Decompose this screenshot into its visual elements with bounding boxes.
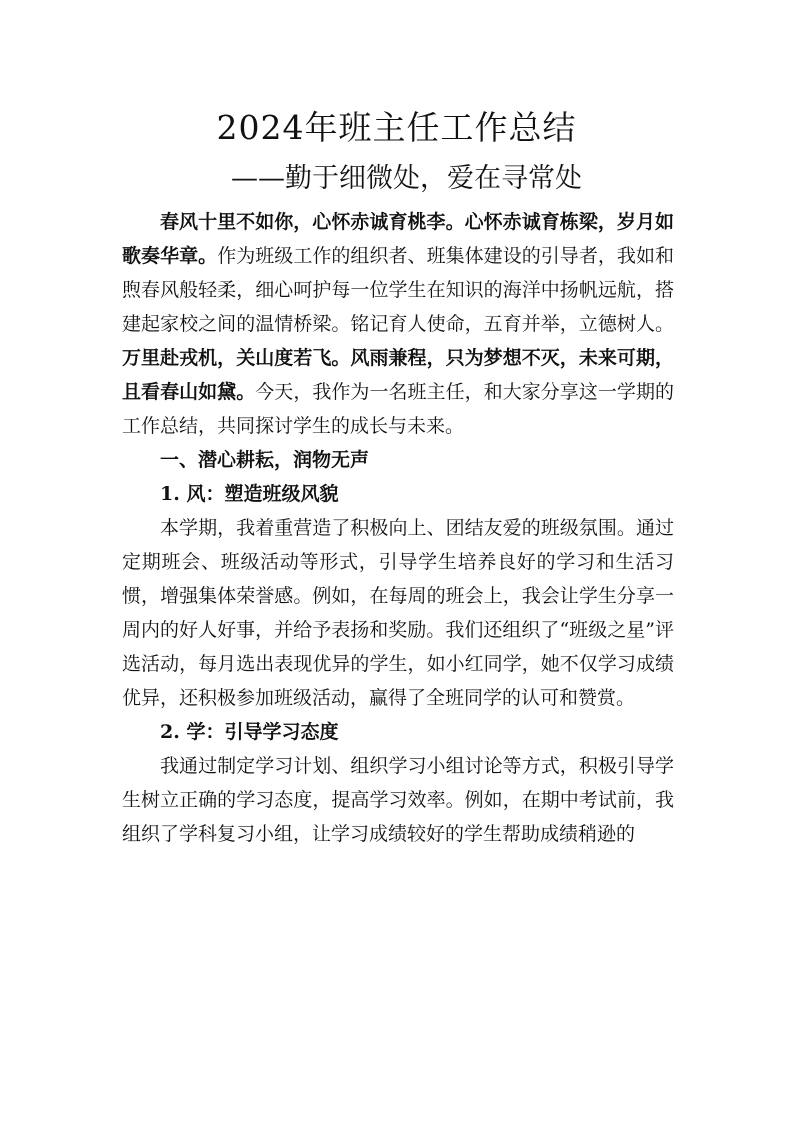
subsection-heading-2: 2. 学：引导学习态度 <box>160 721 339 743</box>
intro-bold-phrase-1: 春风十里不如你，心怀赤诚育桃李。心怀赤诚育栋梁，岁月如歌奏华章。 <box>122 211 674 267</box>
intro-paragraph <box>122 205 674 443</box>
intro-text-2: 今天，我作为一名班主任，和大家分享这一学期的工作总结，共同探讨学生的成长与未来。 <box>122 381 674 437</box>
section-heading-1: 一、潜心耕耘，润物无声 <box>160 449 370 471</box>
intro-text-1: 作为班级工作的组织者、班集体建设的引导者，我如和煦春风般轻柔，细心呵护每一位学生在知识的海洋中扬帆远航，搭建起家校之间的温情桥梁。铭记育人使命，五育并举，立德树人。 <box>122 245 674 335</box>
subsection-paragraph-1: 本学期，我着重营造了积极向上、团结友爱的班级氛围。通过定期班会、班级活动等形式，引导学生培养良好的学习和生活习惯，增强集体荣誉感。例如，在每周的班会上，我会让学生分享一周内的好人好事，并给予表扬和奖励。我们还组织了“班级之星”评选活动，每月选出表现优异的学生，如小红同学，她不仅学习成绩优异，还积极参加班级活动，赢得了全班同学的认可和赞赏。 <box>122 517 674 709</box>
intro-bold-phrase-2: 万里赴戎机，关山度若飞。风雨兼程，只为梦想不灭，未来可期，且看春山如黛。 <box>122 347 674 403</box>
document-title: 2024年班主任工作总结 <box>216 108 577 147</box>
document-body <box>122 205 674 851</box>
subsection-paragraph-2: 我通过制定学习计划、组织学习小组讨论等方式，积极引导学生树立正确的学习态度，提高学习效率。例如，在期中考试前，我组织了学科复习小组，让学习成绩较好的学生帮助成绩稍逊的 <box>122 755 674 845</box>
subsection-heading-1: 1. 风：塑造班级风貌 <box>160 483 339 505</box>
document-subtitle: ——勤于细微处，爱在寻常处 <box>231 163 582 194</box>
